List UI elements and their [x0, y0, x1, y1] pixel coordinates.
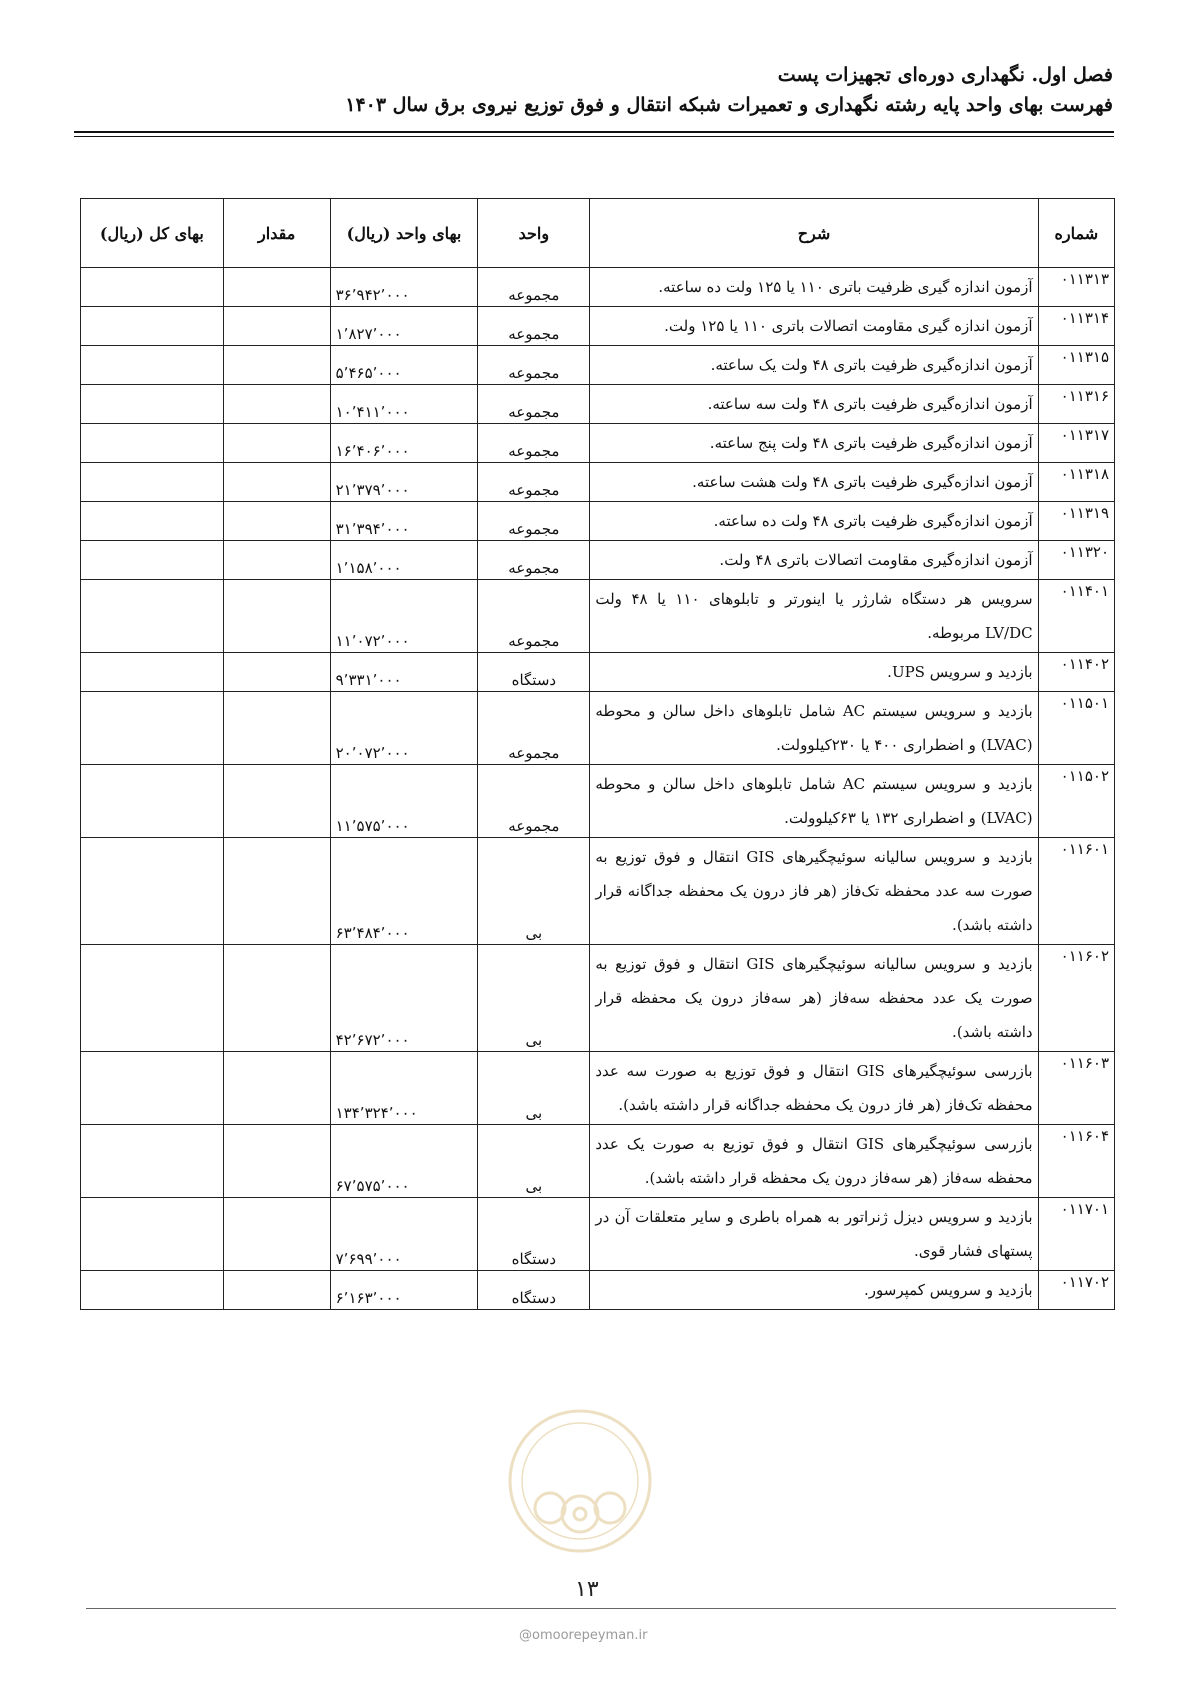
row-unit-price: ۲۰٬۰۷۲٬۰۰۰ [330, 692, 478, 765]
table-row [81, 385, 1115, 424]
row-unit: بی [478, 838, 590, 945]
row-quantity [223, 692, 330, 765]
row-code: ۰۱۱۶۰۴ [1038, 1125, 1114, 1198]
row-unit-price: ۴۲٬۶۷۲٬۰۰۰ [330, 945, 478, 1052]
row-total [81, 945, 224, 1052]
row-unit: مجموعه [478, 692, 590, 765]
document-title: فهرست بهای واحد پایه رشته نگهداری و تعمیرات شبکه انتقال و فوق توزیع نیروی برق سال ۱۴۰۳ [345, 94, 1113, 116]
table-row [81, 307, 1115, 346]
table-row [81, 502, 1115, 541]
row-description: آزمون اندازه گیری مقاومت اتصالات باتری ۱۱۰ یا ۱۲۵ ولت. [590, 307, 1038, 346]
table-row [81, 1271, 1115, 1310]
col-header-unit: واحد [478, 199, 590, 268]
row-unit-price: ۶٬۱۶۳٬۰۰۰ [330, 1271, 478, 1310]
row-total [81, 692, 224, 765]
row-total [81, 1125, 224, 1198]
row-code: ۰۱۱۳۱۵ [1038, 346, 1114, 385]
row-unit-price: ۱۳۴٬۳۲۴٬۰۰۰ [330, 1052, 478, 1125]
row-description: بازرسی سوئیچگیرهای GIS انتقال و فوق توزیع به صورت یک عدد محفظه سه‌فاز (هر سه‌فاز درون یک محفظه قرار داشته باشد). [590, 1125, 1038, 1198]
row-code: ۰۱۱۶۰۲ [1038, 945, 1114, 1052]
row-total [81, 307, 224, 346]
row-code: ۰۱۱۷۰۲ [1038, 1271, 1114, 1310]
row-quantity [223, 307, 330, 346]
row-description: آزمون اندازه‌گیری ظرفیت باتری ۴۸ ولت یک ساعته. [590, 346, 1038, 385]
row-total [81, 424, 224, 463]
row-description: بازدید و سرویس UPS. [590, 653, 1038, 692]
price-table [80, 198, 1115, 1310]
row-unit-price: ۱۰٬۴۱۱٬۰۰۰ [330, 385, 478, 424]
row-description: آزمون اندازه‌گیری ظرفیت باتری ۴۸ ولت ده ساعته. [590, 502, 1038, 541]
row-total [81, 385, 224, 424]
row-unit: بی [478, 1052, 590, 1125]
row-code: ۰۱۱۳۱۳ [1038, 268, 1114, 307]
table-row [81, 1125, 1115, 1198]
col-header-unit-price: بهای واحد (ریال) [330, 199, 478, 268]
col-header-total: بهای کل (ریال) [81, 199, 224, 268]
row-unit: مجموعه [478, 765, 590, 838]
table-row [81, 346, 1115, 385]
row-description: آزمون اندازه‌گیری ظرفیت باتری ۴۸ ولت پنج ساعته. [590, 424, 1038, 463]
row-quantity [223, 1052, 330, 1125]
row-description: بازدید و سرویس سالیانه سوئیچگیرهای GIS انتقال و فوق توزیع به صورت یک عدد محفظه سه‌فاز (هر سه‌فاز درون یک محفظه قرار داشته باشد). [590, 945, 1038, 1052]
row-total [81, 502, 224, 541]
row-code: ۰۱۱۵۰۱ [1038, 692, 1114, 765]
table-body [81, 268, 1115, 1310]
row-quantity [223, 838, 330, 945]
row-quantity [223, 502, 330, 541]
row-description: آزمون اندازه گیری ظرفیت باتری ۱۱۰ یا ۱۲۵ ولت ده ساعته. [590, 268, 1038, 307]
table-row [81, 541, 1115, 580]
row-code: ۰۱۱۶۰۱ [1038, 838, 1114, 945]
row-description: بازدید و سرویس سیستم AC شامل تابلوهای داخل سالن و محوطه (LVAC) و اضطراری ۱۳۲ یا ۶۳کیلوولت. [590, 765, 1038, 838]
row-code: ۰۱۱۳۱۴ [1038, 307, 1114, 346]
row-total [81, 346, 224, 385]
row-description: بازدید و سرویس سیستم AC شامل تابلوهای داخل سالن و محوطه (LVAC) و اضطراری ۴۰۰ یا ۲۳۰کیلوولت. [590, 692, 1038, 765]
row-code: ۰۱۱۴۰۱ [1038, 580, 1114, 653]
row-quantity [223, 1125, 330, 1198]
chapter-title: فصل اول. نگهداری دوره‌ای تجهیزات پست [777, 64, 1113, 86]
row-total [81, 541, 224, 580]
table-row [81, 268, 1115, 307]
row-unit-price: ۱٬۸۲۷٬۰۰۰ [330, 307, 478, 346]
row-total [81, 1198, 224, 1271]
row-unit: بی [478, 1125, 590, 1198]
page-header [73, 60, 1113, 120]
row-quantity [223, 346, 330, 385]
row-description: بازرسی سوئیچگیرهای GIS انتقال و فوق توزیع به صورت سه عدد محفظه تک‌فاز (هر فاز درون یک محفظه جداگانه قرار داشته باشد). [590, 1052, 1038, 1125]
row-unit: مجموعه [478, 307, 590, 346]
row-unit-price: ۱۱٬۵۷۵٬۰۰۰ [330, 765, 478, 838]
table-row [81, 765, 1115, 838]
col-header-description: شرح [590, 199, 1038, 268]
row-quantity [223, 463, 330, 502]
row-unit: مجموعه [478, 385, 590, 424]
table-row [81, 1198, 1115, 1271]
row-code: ۰۱۱۵۰۲ [1038, 765, 1114, 838]
row-unit: دستگاه [478, 653, 590, 692]
row-quantity [223, 580, 330, 653]
row-unit: مجموعه [478, 346, 590, 385]
row-code: ۰۱۱۶۰۳ [1038, 1052, 1114, 1125]
row-quantity [223, 1198, 330, 1271]
row-unit: مجموعه [478, 580, 590, 653]
row-description: آزمون اندازه‌گیری ظرفیت باتری ۴۸ ولت هشت ساعته. [590, 463, 1038, 502]
row-description: بازدید و سرویس دیزل ژنراتور به همراه باطری و سایر متعلقات آن در پستهای فشار قوی. [590, 1198, 1038, 1271]
row-total [81, 765, 224, 838]
row-total [81, 1271, 224, 1310]
row-description: بازدید و سرویس کمپرسور. [590, 1271, 1038, 1310]
row-quantity [223, 653, 330, 692]
row-unit: مجموعه [478, 268, 590, 307]
col-header-code: شماره [1038, 199, 1114, 268]
header-rule-thick [74, 131, 1114, 133]
row-unit-price: ۹٬۳۳۱٬۰۰۰ [330, 653, 478, 692]
row-unit: مجموعه [478, 424, 590, 463]
row-code: ۰۱۱۴۰۲ [1038, 653, 1114, 692]
row-code: ۰۱۱۳۱۸ [1038, 463, 1114, 502]
table-header-row [81, 199, 1115, 268]
table-row [81, 838, 1115, 945]
row-unit: بی [478, 945, 590, 1052]
row-quantity [223, 424, 330, 463]
page-number: ۱۳ [575, 1577, 599, 1602]
row-unit: دستگاه [478, 1271, 590, 1310]
row-description: آزمون اندازه‌گیری ظرفیت باتری ۴۸ ولت سه ساعته. [590, 385, 1038, 424]
table-row [81, 580, 1115, 653]
row-quantity [223, 268, 330, 307]
row-quantity [223, 541, 330, 580]
row-unit-price: ۵٬۴۶۵٬۰۰۰ [330, 346, 478, 385]
row-code: ۰۱۱۳۱۷ [1038, 424, 1114, 463]
row-quantity [223, 385, 330, 424]
row-unit: مجموعه [478, 502, 590, 541]
website-watermark: @omoorepeyman.ir [519, 1628, 648, 1643]
row-description: آزمون اندازه‌گیری مقاومت اتصالات باتری ۴۸ ولت. [590, 541, 1038, 580]
row-quantity [223, 945, 330, 1052]
row-total [81, 580, 224, 653]
row-unit-price: ۳۱٬۳۹۴٬۰۰۰ [330, 502, 478, 541]
header-rule-thin [74, 136, 1114, 137]
row-unit-price: ۶۳٬۴۸۴٬۰۰۰ [330, 838, 478, 945]
row-unit-price: ۷٬۶۹۹٬۰۰۰ [330, 1198, 478, 1271]
row-code: ۰۱۱۷۰۱ [1038, 1198, 1114, 1271]
table-row [81, 1052, 1115, 1125]
row-unit-price: ۱۶٬۴۰۶٬۰۰۰ [330, 424, 478, 463]
table-row [81, 945, 1115, 1052]
row-total [81, 653, 224, 692]
row-code: ۰۱۱۳۱۹ [1038, 502, 1114, 541]
row-total [81, 838, 224, 945]
row-unit: مجموعه [478, 463, 590, 502]
row-code: ۰۱۱۳۱۶ [1038, 385, 1114, 424]
row-total [81, 1052, 224, 1125]
footer-rule [86, 1608, 1116, 1609]
table-row [81, 463, 1115, 502]
row-quantity [223, 1271, 330, 1310]
table-row [81, 653, 1115, 692]
table-row [81, 692, 1115, 765]
row-unit-price: ۱٬۱۵۸٬۰۰۰ [330, 541, 478, 580]
row-quantity [223, 765, 330, 838]
watermark-seal [505, 1396, 655, 1566]
row-total [81, 268, 224, 307]
row-unit-price: ۶۷٬۵۷۵٬۰۰۰ [330, 1125, 478, 1198]
row-unit: دستگاه [478, 1198, 590, 1271]
row-code: ۰۱۱۳۲۰ [1038, 541, 1114, 580]
row-unit-price: ۱۱٬۰۷۲٬۰۰۰ [330, 580, 478, 653]
row-description: بازدید و سرویس سالیانه سوئیچگیرهای GIS انتقال و فوق توزیع به صورت سه عدد محفظه تک‌فاز (هر فاز درون یک محفظه جداگانه قرار داشته باشد). [590, 838, 1038, 945]
row-unit: مجموعه [478, 541, 590, 580]
col-header-quantity: مقدار [223, 199, 330, 268]
table-row [81, 424, 1115, 463]
row-description: سرویس هر دستگاه شارژر یا اینورتر و تابلوهای ۱۱۰ یا ۴۸ ولت LV/DC مربوطه. [590, 580, 1038, 653]
row-unit-price: ۳۶٬۹۴۲٬۰۰۰ [330, 268, 478, 307]
row-total [81, 463, 224, 502]
row-unit-price: ۲۱٬۳۷۹٬۰۰۰ [330, 463, 478, 502]
